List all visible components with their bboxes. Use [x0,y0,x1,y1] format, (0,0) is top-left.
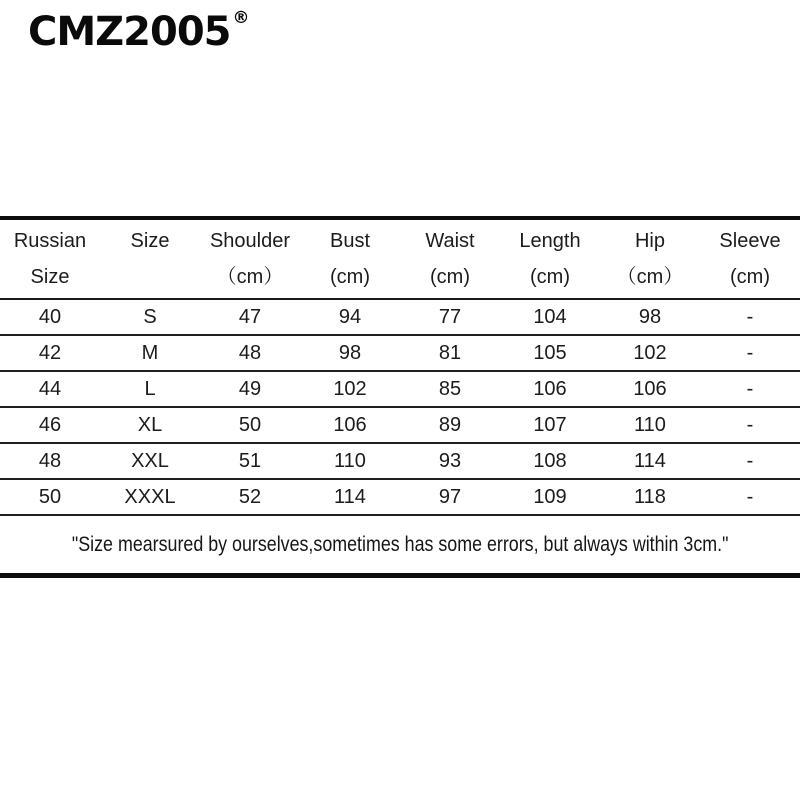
cell-size: M [100,335,200,371]
cell-sleeve: - [700,371,800,407]
cell-russian-size: 44 [0,371,100,407]
header-row [0,218,800,299]
cell-russian-size: 46 [0,407,100,443]
cell-sleeve: - [700,443,800,479]
table-row-size-xxl [0,443,800,479]
cell-length: 108 [500,443,600,479]
header-label: Sleeve [719,230,781,252]
header-unit [100,259,200,295]
cell-russian-size: 42 [0,335,100,371]
header-unit: Size [30,266,70,288]
header-unit: (cm) [530,266,570,288]
cell-shoulder: 48 [200,335,300,371]
cell-hip: 118 [600,479,700,515]
size-chart-body [0,299,800,576]
cell-bust: 94 [300,299,400,335]
cell-shoulder: 50 [200,407,300,443]
table-row-size-l [0,371,800,407]
cell-shoulder: 49 [200,371,300,407]
cell-waist: 93 [400,443,500,479]
header-label: Bust [329,230,371,252]
cell-size: XXXL [100,479,200,515]
brand-logo [28,8,250,55]
header-label: Size [130,230,170,252]
header-unit: （cm） [216,266,284,288]
cell-russian-size: 48 [0,443,100,479]
header-label: Length [519,230,581,252]
cell-sleeve: - [700,479,800,515]
cell-length: 104 [500,299,600,335]
cell-bust: 98 [300,335,400,371]
cell-hip: 106 [600,371,700,407]
header-label: Hip [634,230,665,252]
cell-length: 109 [500,479,600,515]
header-unit: (cm) [430,266,470,288]
brand-logo-text: CMZ2005 [28,9,231,55]
cell-waist: 77 [400,299,500,335]
header-label: Shoulder [209,230,291,252]
table-row-size-s [0,299,800,335]
cell-hip: 114 [600,443,700,479]
header-cell-hip [600,218,700,299]
cell-length: 105 [500,335,600,371]
size-chart-table [0,216,800,578]
cell-bust: 106 [300,407,400,443]
header-cell-length [500,218,600,299]
header-cell-sleeve [700,218,800,299]
cell-bust: 102 [300,371,400,407]
cell-russian-size: 40 [0,299,100,335]
table-row-size-xxxl [0,479,800,515]
cell-size: XXL [100,443,200,479]
cell-russian-size: 50 [0,479,100,515]
header-cell-shoulder [200,218,300,299]
measurement-disclaimer-note: "Size mearsured by ourselves,sometimes has some errors, but always within 3cm." [71,532,729,556]
cell-size: S [100,299,200,335]
table-row-size-xl [0,407,800,443]
header-label: Waist [425,230,475,252]
header-cell-waist [400,218,500,299]
cell-size: XL [100,407,200,443]
note-cell [0,515,800,576]
table-row-size-m [0,335,800,371]
cell-shoulder: 47 [200,299,300,335]
cell-waist: 97 [400,479,500,515]
cell-length: 106 [500,371,600,407]
cell-waist: 89 [400,407,500,443]
header-cell-size [100,218,200,299]
cell-hip: 98 [600,299,700,335]
header-unit: (cm) [330,266,370,288]
cell-waist: 81 [400,335,500,371]
cell-bust: 114 [300,479,400,515]
registered-trademark-symbol: ® [232,8,250,28]
header-cell-russian-size [0,218,100,299]
note-row [0,515,800,576]
cell-size: L [100,371,200,407]
cell-sleeve: - [700,335,800,371]
header-label: Russian [13,230,87,252]
cell-hip: 102 [600,335,700,371]
header-unit: (cm) [730,266,770,288]
cell-sleeve: - [700,299,800,335]
cell-length: 107 [500,407,600,443]
cell-shoulder: 52 [200,479,300,515]
size-chart-header [0,218,800,299]
cell-waist: 85 [400,371,500,407]
cell-hip: 110 [600,407,700,443]
header-unit: （cm） [616,266,684,288]
cell-bust: 110 [300,443,400,479]
cell-shoulder: 51 [200,443,300,479]
cell-sleeve: - [700,407,800,443]
header-cell-bust [300,218,400,299]
